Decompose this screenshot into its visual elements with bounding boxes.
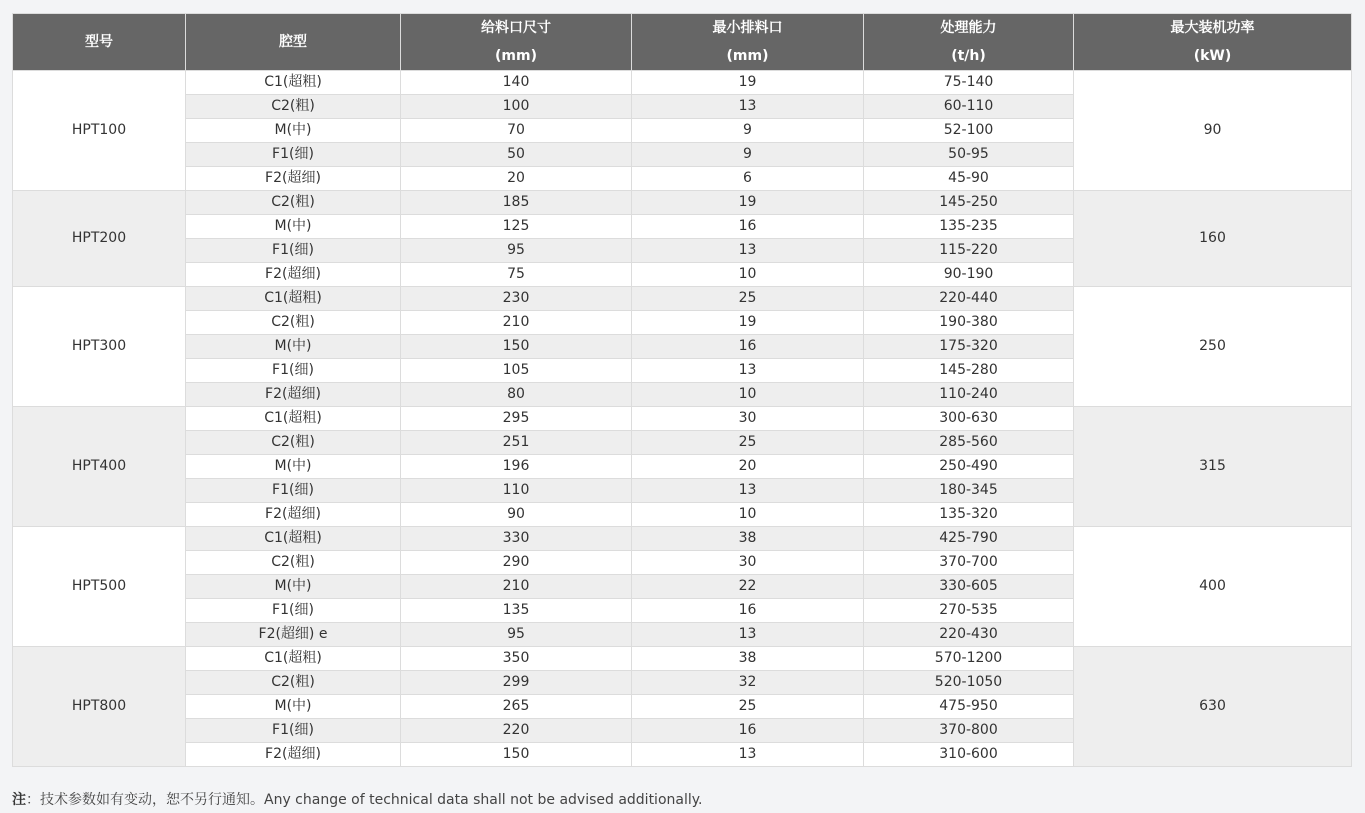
cavity-cell: F1(细)	[186, 239, 401, 263]
header-discharge	[632, 14, 864, 71]
header-cavity	[186, 14, 401, 71]
footnote-label: 注	[12, 792, 26, 808]
cavity-cell: C1(超粗)	[186, 287, 401, 311]
capacity-cell: 45-90	[864, 167, 1074, 191]
feed-cell: 295	[401, 407, 632, 431]
capacity-cell: 60-110	[864, 95, 1074, 119]
capacity-cell: 475-950	[864, 695, 1074, 719]
capacity-cell: 90-190	[864, 263, 1074, 287]
discharge-cell: 16	[632, 719, 864, 743]
discharge-cell: 25	[632, 431, 864, 455]
discharge-cell: 10	[632, 503, 864, 527]
capacity-cell: 75-140	[864, 71, 1074, 95]
capacity-cell: 310-600	[864, 743, 1074, 767]
capacity-cell: 250-490	[864, 455, 1074, 479]
power-cell: 630	[1074, 647, 1352, 767]
capacity-cell: 190-380	[864, 311, 1074, 335]
header-feed-label: 给料口尺寸	[481, 20, 551, 36]
model-cell: HPT300	[13, 287, 186, 407]
feed-cell: 110	[401, 479, 632, 503]
feed-cell: 210	[401, 311, 632, 335]
table-row	[13, 71, 1352, 95]
cavity-cell: C2(粗)	[186, 671, 401, 695]
cavity-cell: C2(粗)	[186, 95, 401, 119]
feed-cell: 20	[401, 167, 632, 191]
cavity-cell: F2(超细)	[186, 503, 401, 527]
discharge-cell: 16	[632, 215, 864, 239]
discharge-cell: 38	[632, 647, 864, 671]
header-capacity-unit: (t/h)	[951, 48, 986, 64]
feed-cell: 105	[401, 359, 632, 383]
discharge-cell: 10	[632, 383, 864, 407]
discharge-cell: 13	[632, 239, 864, 263]
cavity-cell: F1(细)	[186, 719, 401, 743]
capacity-cell: 135-235	[864, 215, 1074, 239]
discharge-cell: 30	[632, 407, 864, 431]
feed-cell: 290	[401, 551, 632, 575]
discharge-cell: 6	[632, 167, 864, 191]
feed-cell: 95	[401, 623, 632, 647]
capacity-cell: 425-790	[864, 527, 1074, 551]
power-cell: 400	[1074, 527, 1352, 647]
feed-cell: 210	[401, 575, 632, 599]
power-cell: 315	[1074, 407, 1352, 527]
discharge-cell: 13	[632, 479, 864, 503]
header-power-unit: (kW)	[1193, 48, 1232, 64]
feed-cell: 95	[401, 239, 632, 263]
cavity-cell: F2(超细)	[186, 743, 401, 767]
feed-cell: 196	[401, 455, 632, 479]
power-cell: 250	[1074, 287, 1352, 407]
feed-cell: 90	[401, 503, 632, 527]
capacity-cell: 285-560	[864, 431, 1074, 455]
cavity-cell: C1(超粗)	[186, 407, 401, 431]
discharge-cell: 25	[632, 287, 864, 311]
capacity-cell: 300-630	[864, 407, 1074, 431]
discharge-cell: 19	[632, 191, 864, 215]
capacity-cell: 520-1050	[864, 671, 1074, 695]
cavity-cell: M(中)	[186, 215, 401, 239]
capacity-cell: 220-440	[864, 287, 1074, 311]
feed-cell: 265	[401, 695, 632, 719]
discharge-cell: 16	[632, 599, 864, 623]
capacity-cell: 370-700	[864, 551, 1074, 575]
feed-cell: 70	[401, 119, 632, 143]
discharge-cell: 13	[632, 95, 864, 119]
cavity-cell: F1(细)	[186, 599, 401, 623]
table-header-row	[13, 14, 1352, 71]
cavity-cell: F1(细)	[186, 359, 401, 383]
cavity-cell: C1(超粗)	[186, 647, 401, 671]
cavity-cell: F1(细)	[186, 479, 401, 503]
cavity-cell: C1(超粗)	[186, 71, 401, 95]
model-cell: HPT500	[13, 527, 186, 647]
header-model	[13, 14, 186, 71]
header-model-label: 型号	[85, 34, 113, 50]
feed-cell: 220	[401, 719, 632, 743]
spec-table	[12, 13, 1352, 767]
feed-cell: 100	[401, 95, 632, 119]
table-row	[13, 647, 1352, 671]
discharge-cell: 16	[632, 335, 864, 359]
capacity-cell: 220-430	[864, 623, 1074, 647]
cavity-cell: F1(细)	[186, 143, 401, 167]
cavity-cell: C1(超粗)	[186, 527, 401, 551]
power-cell: 160	[1074, 191, 1352, 287]
cavity-cell: M(中)	[186, 455, 401, 479]
model-cell: HPT800	[13, 647, 186, 767]
capacity-cell: 270-535	[864, 599, 1074, 623]
header-cavity-label: 腔型	[279, 34, 307, 50]
discharge-cell: 9	[632, 119, 864, 143]
feed-cell: 135	[401, 599, 632, 623]
discharge-cell: 25	[632, 695, 864, 719]
feed-cell: 140	[401, 71, 632, 95]
header-discharge-label: 最小排料口	[712, 20, 783, 36]
discharge-cell: 19	[632, 311, 864, 335]
capacity-cell: 145-280	[864, 359, 1074, 383]
feed-cell: 75	[401, 263, 632, 287]
cavity-cell: F2(超细)	[186, 167, 401, 191]
discharge-cell: 9	[632, 143, 864, 167]
table-row	[13, 527, 1352, 551]
capacity-cell: 135-320	[864, 503, 1074, 527]
header-capacity-label: 处理能力	[940, 20, 997, 36]
header-power-label: 最大装机功率	[1170, 20, 1255, 36]
model-cell: HPT200	[13, 191, 186, 287]
feed-cell: 150	[401, 335, 632, 359]
feed-cell: 50	[401, 143, 632, 167]
cavity-cell: M(中)	[186, 575, 401, 599]
discharge-cell: 22	[632, 575, 864, 599]
power-cell: 90	[1074, 71, 1352, 191]
capacity-cell: 570-1200	[864, 647, 1074, 671]
feed-cell: 330	[401, 527, 632, 551]
cavity-cell: F2(超细)	[186, 383, 401, 407]
capacity-cell: 145-250	[864, 191, 1074, 215]
feed-cell: 80	[401, 383, 632, 407]
table-row	[13, 191, 1352, 215]
model-cell: HPT400	[13, 407, 186, 527]
cavity-cell: F2(超细)	[186, 263, 401, 287]
header-capacity	[864, 14, 1074, 71]
table-row	[13, 287, 1352, 311]
discharge-cell: 13	[632, 743, 864, 767]
discharge-cell: 32	[632, 671, 864, 695]
header-discharge-unit: (mm)	[726, 48, 769, 64]
header-power	[1074, 14, 1352, 71]
capacity-cell: 180-345	[864, 479, 1074, 503]
feed-cell: 299	[401, 671, 632, 695]
discharge-cell: 38	[632, 527, 864, 551]
feed-cell: 185	[401, 191, 632, 215]
feed-cell: 125	[401, 215, 632, 239]
cavity-cell: C2(粗)	[186, 431, 401, 455]
discharge-cell: 20	[632, 455, 864, 479]
capacity-cell: 52-100	[864, 119, 1074, 143]
model-cell: HPT100	[13, 71, 186, 191]
footnote-text: ：技术参数如有变动，恕不另行通知。Any change of technical data shall not be advised additionally.	[26, 792, 703, 808]
header-feed	[401, 14, 632, 71]
header-feed-unit: (mm)	[495, 48, 537, 64]
table-body	[13, 71, 1352, 767]
capacity-cell: 110-240	[864, 383, 1074, 407]
feed-cell: 251	[401, 431, 632, 455]
cavity-cell: M(中)	[186, 119, 401, 143]
cavity-cell: C2(粗)	[186, 551, 401, 575]
cavity-cell: M(中)	[186, 335, 401, 359]
discharge-cell: 10	[632, 263, 864, 287]
cavity-cell: M(中)	[186, 695, 401, 719]
discharge-cell: 19	[632, 71, 864, 95]
capacity-cell: 330-605	[864, 575, 1074, 599]
discharge-cell: 13	[632, 623, 864, 647]
cavity-cell: C2(粗)	[186, 191, 401, 215]
footnote	[12, 789, 702, 809]
feed-cell: 150	[401, 743, 632, 767]
feed-cell: 230	[401, 287, 632, 311]
table-row	[13, 407, 1352, 431]
discharge-cell: 13	[632, 359, 864, 383]
capacity-cell: 50-95	[864, 143, 1074, 167]
cavity-cell: C2(粗)	[186, 311, 401, 335]
discharge-cell: 30	[632, 551, 864, 575]
capacity-cell: 115-220	[864, 239, 1074, 263]
capacity-cell: 370-800	[864, 719, 1074, 743]
feed-cell: 350	[401, 647, 632, 671]
cavity-cell: F2(超细) e	[186, 623, 401, 647]
capacity-cell: 175-320	[864, 335, 1074, 359]
